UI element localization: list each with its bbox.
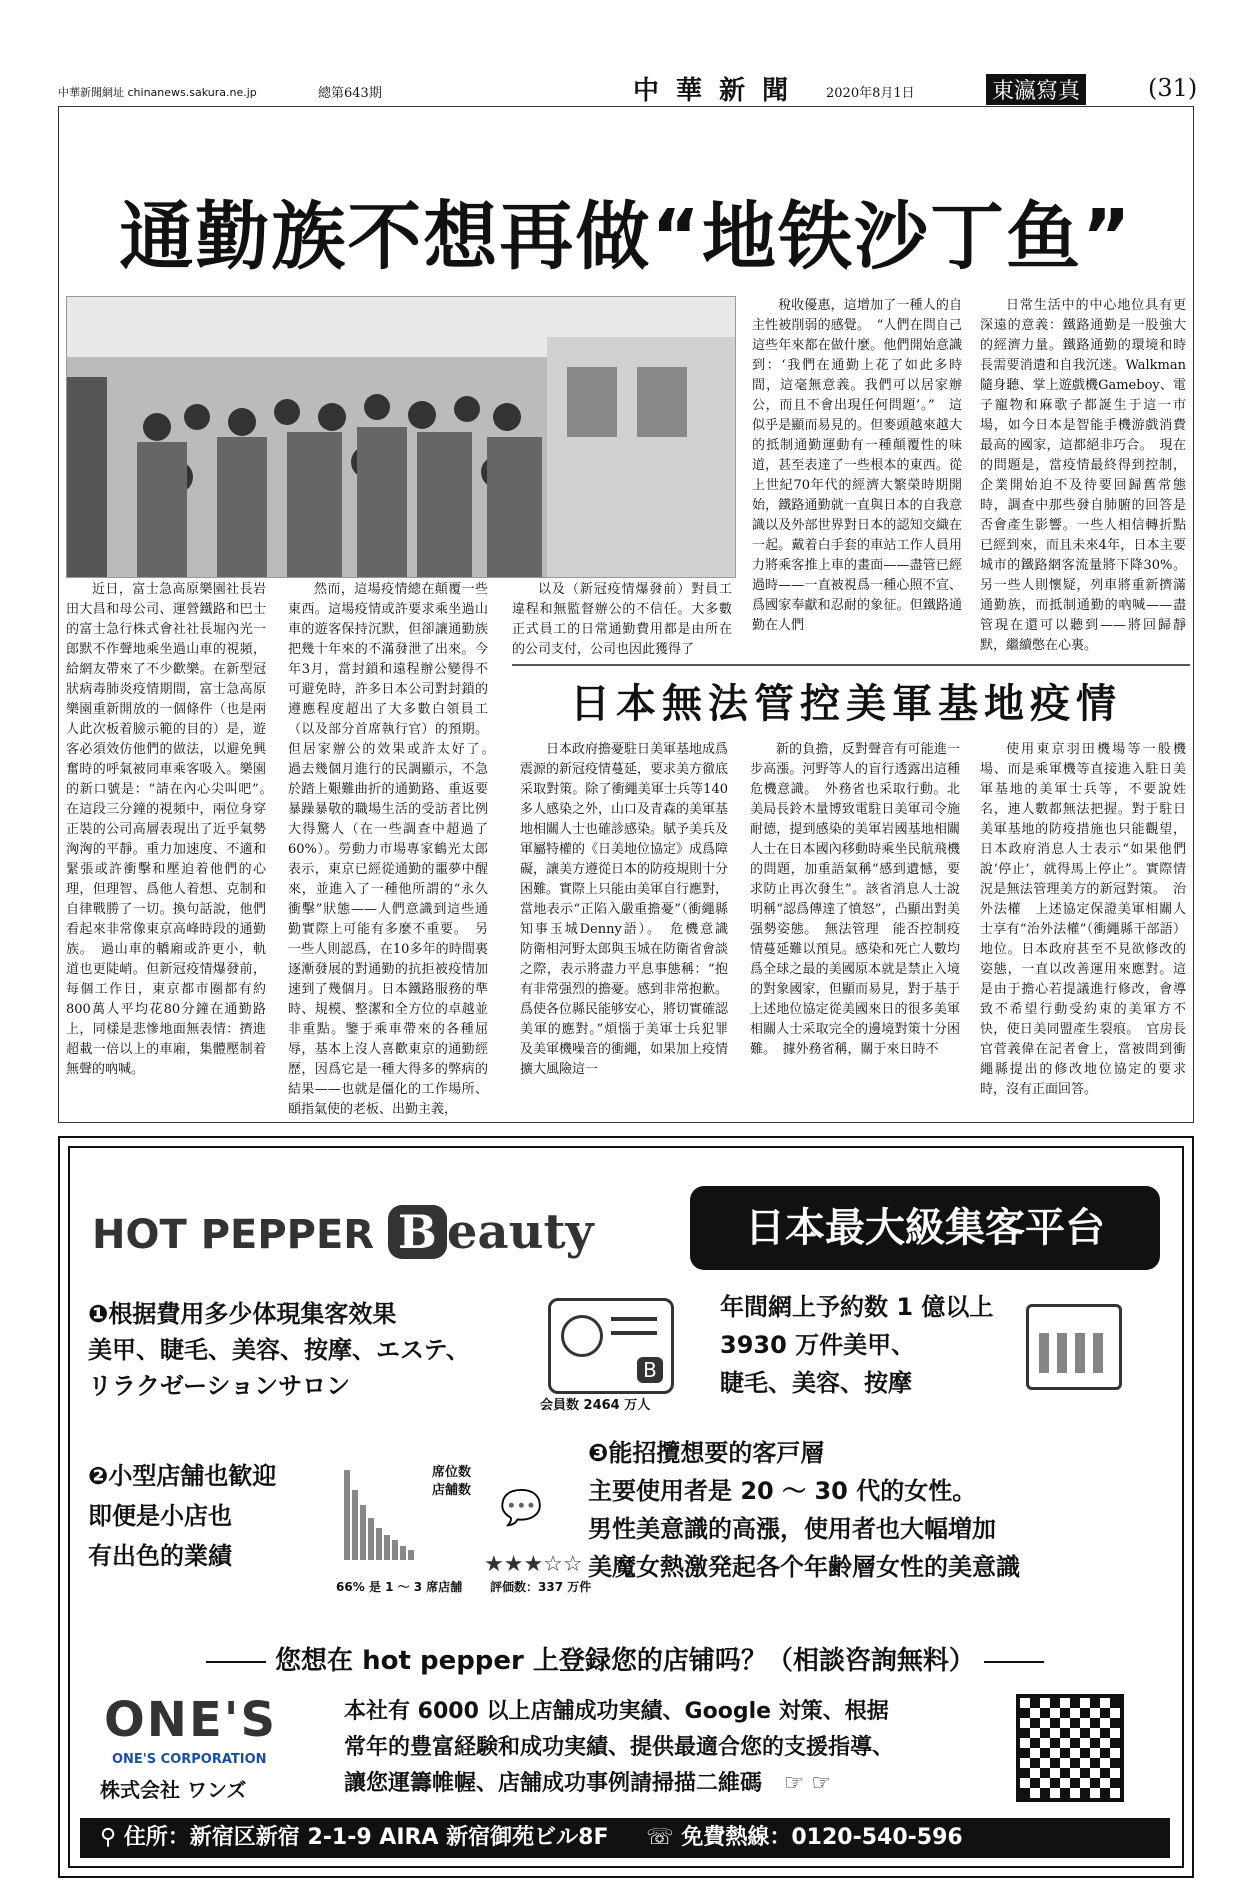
advertisement	[58, 1136, 1194, 1878]
ad-point1: ❶根据費用多少体現集客效果 美甲、睫毛、美容、按摩、エステ、 リラクゼーションサロン	[88, 1300, 470, 1400]
brand-b-logo: B	[388, 1205, 447, 1259]
article1-col3: 以及（新冠疫情爆發前）對員工違程和無監督辦公的不信任。大多數正式員工的日常通勤費用都是由所在的公司支付，公司也因此獲得了	[512, 582, 732, 657]
article2-divider	[512, 664, 1190, 666]
article1-col2: 然而，這場疫情總在顛覆一些東西。這場疫情或許要求乘坐過山車的遊客保持沉默，但卻讓通勤族把幾十年來的不滿發泄了出來。今年3月，當封鎖和遠程辦公變得不可避免時，許多日本公司對封鎖的遵應程度超出了大多數白領員工（以及部分首席執行官）的預期。但居家辦公的效果或許太好了。 過去幾個月進行的民調顯示，不急於踏上艱難曲折的通勤路、重返要暴躁暴敬的職場生活的受訪者比例大得驚人（在一些調查中超過了60%）。勞動力市場專家鶴光太郎表示，東京已經從通勤的噩夢中醒來，並進入了一種他所謂的“永久衝擊”狀態——人們意識到這些通勤實際上可能有多麼不重要。 另一些人則認爲，在10多年的時間裏逐漸發展的對通勤的抗拒被疫情加速到了幾個月。日本鐵路服務的準時、規模、整潔和全方位的卓越並非重點。鑒于乘車帶來的各種屈辱，基本上沒人喜歡東京的通勤經歷，因爲它是一種大得多的弊病的結果——也就是僵化的工作場所、頤指氣使的老板、出勤主義，	[288, 582, 502, 1117]
ad-slogan: 日本最大級集客平台	[690, 1186, 1160, 1270]
calendar-icon	[1026, 1304, 1122, 1390]
member-card-icon: B	[548, 1298, 674, 1394]
article1-col5: 日常生活中的中心地位具有更深遠的意義：鐵路通勤是一股強大的經濟力量。鐵路通勤的環境和時長需要消遣和自我沉迷。Walkman隨身聽、掌上遊戲機Gameboy、電子寵物和麻歌子都誕生于這一市場，如今日本是智能手機游戲消費最高的國家，這都絕非巧合。 現在的問題是，當疫情最終得到控制，企業開始迫不及待要回歸舊常態時，調查中那些發自肺腑的回答是否會產生影響。一些人相信轉折點已經到來，而且未來4年，日本主要城市的鐵路網客流量將下降30%。另一些人則懷疑，列車將重新擠滿通勤族，而抵制通勤的吶喊——盡管現在還可以聽到——將回歸靜默，繼續憋在心裏。	[980, 298, 1186, 653]
article2-col1: 日本政府擔憂駐日美軍基地成爲震源的新冠疫情蔓延，要求美方徹底采取對策。除了衝繩美軍士兵等140多人感染之外，山口及青森的美軍基地相關人士也確診感染。賦予美兵及軍屬特權的《日美地位協定》成爲障礙，讓美方遵從日本的防疫規則十分困難。實際上只能由美軍自行應對，當地表示“正陷入嚴重擔憂”（衝繩縣知事玉城Denny語）。 危機意識 防衛相河野太郎與玉城在防衛省會談之際，表示將盡力平息事態稱：“抱有非常强烈的擔憂。感到非常抱歉。爲使各位縣民能够安心，將切實確認美軍的應對。”煩惱于美軍士兵犯罪及美軍機噪音的衝繩，如果加上疫情擴大風險這一	[520, 742, 742, 1077]
phone[interactable]: 免費熱線：0120-540-596	[681, 1825, 963, 1850]
company-logo: ONE'S	[104, 1692, 278, 1748]
review-count: 評価数：337 万件	[490, 1580, 592, 1594]
member-count: 会員数 2464 万人	[540, 1398, 651, 1413]
pin-icon: ⚲	[100, 1825, 117, 1850]
chart-caption: 66% 是 1 ～ 3 席店舗	[336, 1580, 463, 1594]
article1-col4: 稅收優惠，這增加了一種人的自主性被削弱的感覺。 “人們在問自己這些年來都在做什麼。他們開始意識到：‘我們在通勤上花了如此多時間，這毫無意義。我們可以居家辦公，而且不會出現任何問題’。” 這似乎是顯而易見的。但麥頭越來越大的抵制通勤運動有一種顛覆性的味道，甚至表達了一些根本的東西。從上世紀70年代的經濟大繁榮時期開始，鐵路通勤就一直與日本的自我意識以及外部世界對日本的認知交織在一起。戴着白手套的車站工作人員用力將乘客推上車的畫面——盡管已經過時——一直被視爲一種心照不宣、爲國家奉獻和忍耐的象征。但鐵路通勤在人們	[752, 298, 962, 633]
company-jp: 株式会社 ワンズ	[100, 1778, 247, 1802]
ad-footer	[80, 1818, 1170, 1858]
site-url: 中華新聞網址 chinanews.sakura.ne.jp	[58, 86, 257, 99]
chart-labels: 席位数 店舗数	[432, 1465, 472, 1498]
page-header	[58, 70, 1198, 106]
ad-cta: 您想在 hot pepper 上登録您的店铺吗？（相談咨詢無料）	[80, 1640, 1170, 1677]
article2-col3: 使用東京羽田機場等一般機場、而是乘軍機等直接進入駐日美軍基地的美軍士兵等，不要說姓名，連人數都無法把握。對于駐日美軍基地的防疫措施也只能觀望，日本政府消息人士表示“如果他們說‘停止’，就得馬上停止”。實際情況是無法管理美方的新冠對策。 治外法權 上述協定保證美軍相關人士享有“治外法權”（衝繩縣干部語）地位。日本政府甚至不見欲修改的姿態，一直以改善運用來應對。這是由于擔心若提議進行修改，會導致不希望行動受約束的美軍方不快，使日美同盟產生裂痕。 官房長官菅義偉在記者會上，當被問到衝繩縣提出的修改地位協定的要求時，沒有正面回答。	[980, 742, 1186, 1097]
seat-chart-icon	[342, 1460, 442, 1560]
ad-booking-stats: 年間網上予約数 1 億以上 3930 万件美甲、 睫毛、美容、按摩	[720, 1293, 994, 1397]
address: 住所：新宿区新宿 2-1-9 AIRA 新宿御苑ビル8F	[123, 1825, 609, 1850]
ad-brand: HOT PEPPER B eauty	[92, 1204, 594, 1260]
ad-point2: ❷小型店舗也歓迎 即便是小店也 有出色的業績	[88, 1462, 277, 1570]
phone-icon: ☏	[646, 1825, 674, 1850]
headline: 通勤族不想再做“地铁沙丁鱼”	[119, 194, 1133, 280]
company-en: ONE'S CORPORATION	[112, 1752, 267, 1767]
page-number: (31)	[1148, 74, 1198, 102]
paper-name: 中 華 新 聞	[633, 76, 793, 106]
subway-photo	[66, 296, 736, 578]
article2-headline: 日本無法管控美軍基地疫情	[570, 681, 1122, 727]
qr-code[interactable]	[1016, 1694, 1124, 1802]
ad-point3: ❸能招攬想要的客戸層 主要使用者是 20 ～ 30 代的女性。 男性美意識的高漲，使用者也大幅増加 美魔女熱激発起各个年齢層女性的美意識	[588, 1439, 1020, 1581]
section-label: 東瀛寫真	[986, 74, 1086, 105]
issue-number: 總第643期	[318, 86, 382, 101]
chat-bubble-icon: 💬	[500, 1488, 543, 1528]
article2-col2: 新的負擔，反對聲音有可能進一步高漲。河野等人的盲行透露出這種危機意識。 外務省也采取行動。北美局長鈴木量博致電駐日美軍司令施耐德，提到感染的美軍岩國基地相關人士在日本國內移動時乘坐民航飛機的問題，加重語氣稱“感到遺憾，要求防止再次發生”。該省消息人士說明稱“認爲傳達了憤怒”，凸顯出對美强勢姿態。 無法管理 能否控制疫情蔓延難以預見。感染和死亡人數均爲全球之最的美國原本就是禁止入境的對象國家，但顯而易見，對于基于上述地位協定從美國來日的很多美軍相關人士采取完全的邊境對策十分困難。 據外務省稱，關于來日時不	[750, 742, 960, 1057]
ad-body: 本社有 6000 以上店舗成功実績、Google 対策、根据 常年的豊富経験和成功実績、提供最適合您的支援指導、 讓您運籌帷幄、店舗成功事例請掃描二維碼 ☞ ☞	[344, 1699, 895, 1796]
star-rating-icon: ★★★☆☆	[484, 1552, 583, 1577]
article1-col1: 近日，富士急高原樂園社長岩田大昌和母公司、運營鐵路和巴士的富士急行株式會社社長堀內光一郎默不作聲地乘坐過山車的視頻，給網友帶來了不少歡樂。在新型冠狀病毒肺炎疫情期間，富士急高原樂園重新開放的一個條件（也是兩人此次板着臉示範的目的）是，遊客必須效仿他們的做法，以避免興奮時的呼氣被同車乘客吸入。樂園的新口號是：“請在內心尖叫吧”。 在這段三分鐘的視頻中，兩位身穿正裝的公司高層表現出了近乎氣勢洶洶的平靜。重力加速度、不適和緊張或許衝擊和壓迫着他們的心理，但理智、爲他人着想、克制和自律戰勝了一切。換句話說，他們看起來非常像東京高峰時段的通勤族。 過山車的轎廂或許更小，軌道也更陡峭。但新冠疫情爆發前，每個工作日，東京都市圈都有約800萬人平均花80分鐘在通勤路上，同樣是悲慘地面無表情：擠進超載一倍以上的車廂，集體壓制着無聲的吶喊。	[66, 582, 280, 1077]
issue-date: 2020年8月1日	[826, 86, 915, 101]
